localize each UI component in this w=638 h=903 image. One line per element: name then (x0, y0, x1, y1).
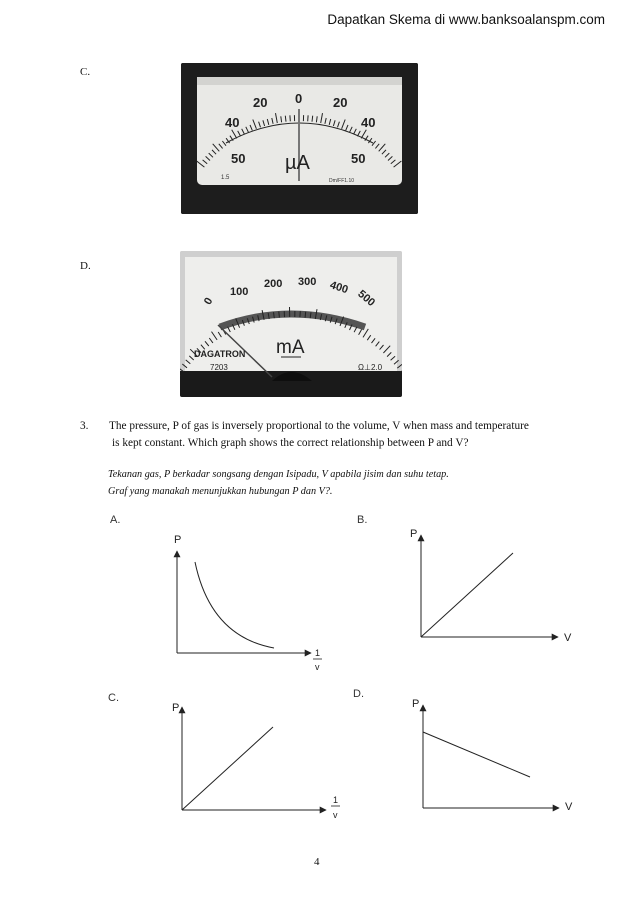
graph-c-x-num: 1 (333, 795, 339, 805)
graph-b-y-label: P (410, 528, 418, 540)
graph-d-y-label: P (412, 698, 420, 710)
c-scale-0: 0 (295, 91, 303, 106)
header-link-text: Dapatkan Skema di www.banksoalanspm.com (327, 12, 605, 27)
graph-b-line (421, 553, 513, 637)
graph-d-line (423, 732, 530, 777)
d-scale-300: 300 (298, 276, 317, 288)
question-malay-line-2: Graf yang manakah menunjukkan hubungan P dan V?. (108, 486, 333, 497)
graph-a-letter: A. (110, 514, 121, 526)
option-c-label: C. (80, 66, 91, 78)
question-text-line-2: is kept constant. Which graph shows the correct relationship between P and V? (112, 437, 469, 449)
c-outer-50-right: 50 (351, 151, 366, 166)
d-class-mark: Ω⊥2.0 (358, 363, 383, 372)
graph-d-x-label: V (565, 801, 573, 813)
graph-c-x-den: v (333, 810, 338, 820)
question-malay-line-1: Tekanan gas, P berkadar songsang dengan Isipadu, V apabila jisim dan suhu tetap. (108, 469, 449, 480)
graph-a-x-num: 1 (315, 648, 321, 658)
d-unit-label: mA (276, 337, 305, 358)
graph-c-line (182, 727, 273, 810)
graph-a-x-den: v (315, 662, 320, 672)
option-d-label: D. (80, 260, 91, 272)
graph-b-x-label: V (564, 632, 572, 644)
c-scale-40-left: 40 (225, 115, 240, 130)
c-scale-20-right: 20 (333, 95, 348, 110)
graph-b-letter: B. (357, 514, 368, 526)
graph-d (412, 698, 573, 813)
graph-a-curve (195, 562, 274, 648)
c-scale-40-right: 40 (361, 115, 376, 130)
page-number: 4 (314, 856, 320, 868)
graph-a (174, 534, 322, 672)
d-scale-100: 100 (230, 286, 249, 298)
c-scale-20-left: 20 (253, 95, 268, 110)
d-scale-400: 400 (328, 279, 350, 297)
c-outer-50-left: 50 (231, 151, 246, 166)
question-number: 3. (80, 420, 89, 432)
d-brand: DAGATRON (194, 349, 246, 359)
c-small-right: Dm/FF1.10 (329, 178, 355, 184)
d-scale-0: 0 (201, 295, 216, 307)
graph-c (172, 702, 340, 820)
question-text-line-1: The pressure, P of gas is inversely proportional to the volume, V when mass and temperature (109, 420, 529, 432)
graph-c-y-label: P (172, 702, 180, 714)
graph-d-letter: D. (353, 688, 364, 700)
d-model: 7203 (210, 363, 228, 372)
graph-a-y-label: P (174, 534, 182, 546)
d-scale-500: 500 (355, 288, 378, 310)
c-small-left: 1.5 (221, 175, 230, 181)
c-unit-label: µA (285, 152, 310, 174)
d-scale-200: 200 (264, 278, 283, 290)
graph-b (410, 528, 572, 644)
graph-c-letter: C. (108, 692, 119, 704)
